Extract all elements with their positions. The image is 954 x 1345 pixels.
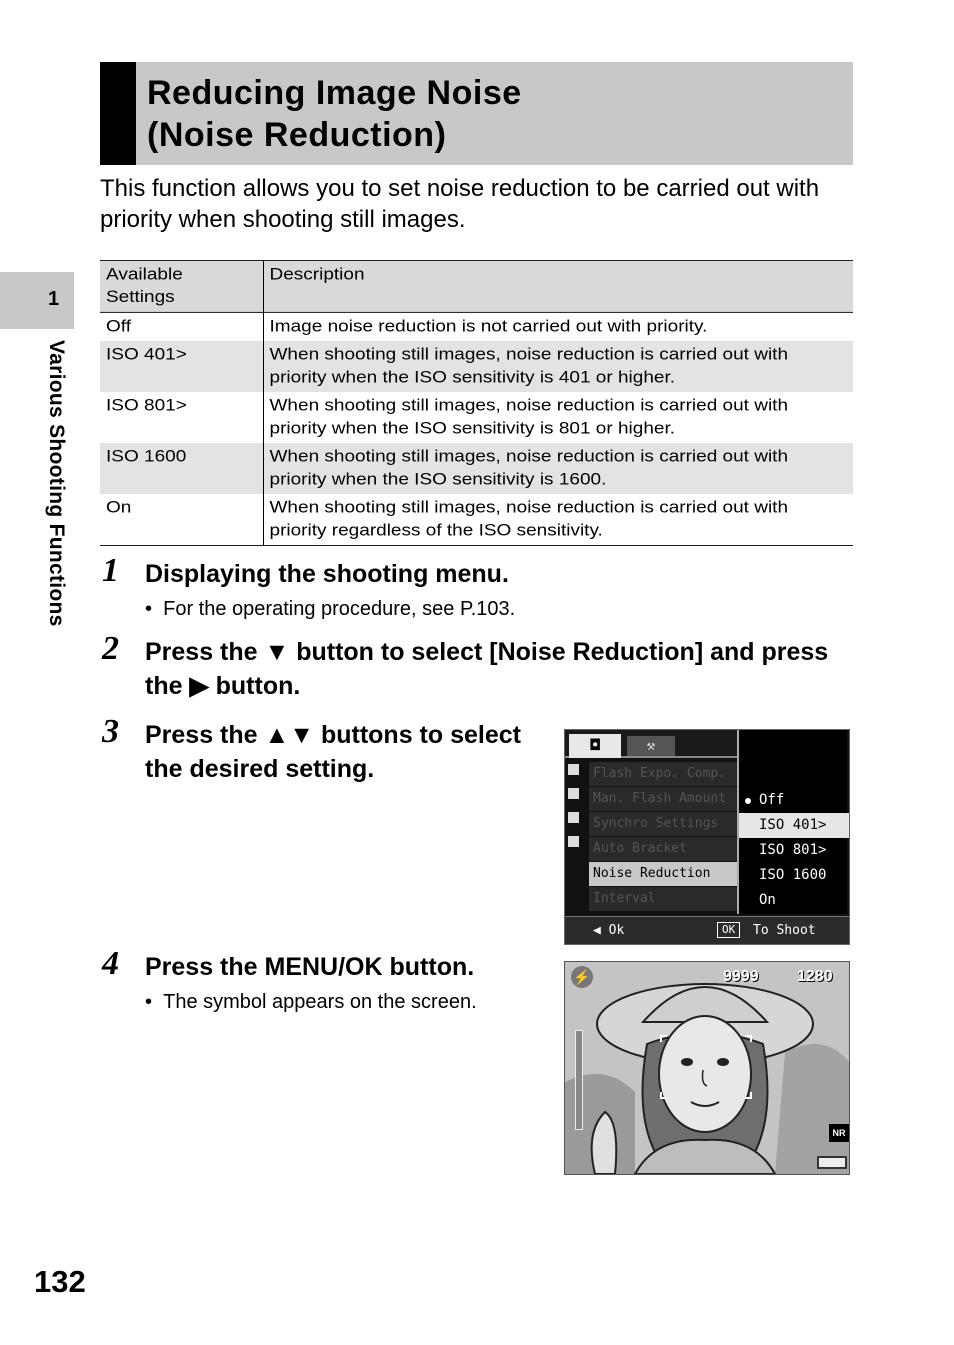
shoot-hint: To Shoot xyxy=(753,923,816,938)
page-number: 132 xyxy=(34,1264,86,1299)
step-2-text-b: button to select [Noise Reduction] and press the xyxy=(145,638,829,700)
menu-page-indicators xyxy=(568,764,580,860)
chapter-number: 1 xyxy=(48,288,60,310)
table-row xyxy=(100,392,853,443)
down-arrow-icon: ▼ xyxy=(264,638,290,666)
menu-item: Man. Flash Amount xyxy=(589,787,737,812)
menu-item-active: Noise Reduction xyxy=(589,862,737,887)
right-arrow-icon: ▶ xyxy=(189,672,209,700)
title-bar xyxy=(100,62,853,165)
page-title xyxy=(147,72,522,156)
submenu-option: On xyxy=(759,892,776,908)
step-1-bullet-text: For the operating procedure, see P.103. xyxy=(163,598,516,620)
screen-bottom-bar xyxy=(565,916,849,944)
step-4-bullet-text: The symbol appears on the screen. xyxy=(163,991,477,1013)
zoom-bar xyxy=(575,1030,583,1130)
table-row xyxy=(100,312,853,341)
portrait-illustration xyxy=(565,962,849,1174)
step-1-bullet: • For the operating procedure, see P.103. xyxy=(145,598,516,620)
camera-preview-screen xyxy=(564,961,850,1175)
table-header-row xyxy=(100,260,853,312)
step-number-4: 4 xyxy=(102,945,119,982)
description-cell: Image noise reduction is not carried out with priority. xyxy=(269,317,708,336)
submenu-option: ISO 801> xyxy=(759,842,827,858)
setting-cell: ISO 1600 xyxy=(100,443,263,494)
table-row xyxy=(100,443,853,494)
header-settings: Available Settings xyxy=(100,260,263,312)
setting-cell: ISO 401> xyxy=(100,341,263,392)
settings-table xyxy=(100,260,853,546)
description-cell: When shooting still images, noise reduction is carried out with priority regardless of the ISO sensitivity. xyxy=(263,494,853,545)
title-line-1: Reducing Image Noise xyxy=(147,74,522,112)
step-3-text-b: buttons to select the desired setting. xyxy=(145,721,521,783)
setting-cell: ISO 801> xyxy=(100,392,263,443)
menu-item: Auto Bracket xyxy=(589,837,737,862)
setup-icon: ⚒ xyxy=(627,736,675,756)
step-1-heading: Displaying the shooting menu. xyxy=(145,560,509,588)
description-cell: When shooting still images, noise reduction is carried out with priority when the ISO sensitivity is 1600. xyxy=(263,443,853,494)
up-down-arrow-icon: ▲▼ xyxy=(264,721,315,749)
setting-cell: On xyxy=(100,494,263,545)
camera-menu-screen xyxy=(564,729,850,945)
table-row xyxy=(100,494,853,545)
step-number-2: 2 xyxy=(102,630,119,667)
description-cell: When shooting still images, noise reduction is carried out with priority when the ISO sensitivity is 401 or higher. xyxy=(263,341,853,392)
chapter-tab xyxy=(0,272,74,329)
current-dot-icon xyxy=(745,798,751,804)
flash-off-icon: ⚡ xyxy=(571,966,593,988)
step-4-bullet: • The symbol appears on the screen. xyxy=(145,991,477,1013)
camera-icon: ◘ xyxy=(569,734,621,758)
description-cell: When shooting still images, noise reduction is carried out with priority when the ISO sensitivity is 801 or higher. xyxy=(269,396,789,438)
chapter-label: Various Shooting Functions xyxy=(45,340,68,627)
step-3-text-a: Press the xyxy=(145,721,265,749)
menu-item: Interval xyxy=(589,887,737,912)
step-4-heading: Press the MENU/OK button. xyxy=(145,953,475,981)
shots-remaining: 9999 xyxy=(723,968,759,985)
submenu-options xyxy=(737,730,847,914)
header-description: Description xyxy=(263,260,853,312)
ok-button-icon: OK xyxy=(717,922,740,938)
submenu-option: ISO 1600 xyxy=(759,867,827,883)
table-row xyxy=(100,341,853,392)
step-number-1: 1 xyxy=(102,552,119,589)
step-number-3: 3 xyxy=(102,713,119,750)
title-accent-block xyxy=(100,62,136,165)
image-size: 1280 xyxy=(797,968,833,985)
step-2-text-c: button. xyxy=(208,672,301,700)
battery-icon xyxy=(817,1156,847,1169)
intro-paragraph: This function allows you to set noise reduction to be carried out with priority when shooting still images. xyxy=(100,175,820,233)
menu-item: Synchro Settings xyxy=(589,812,737,837)
submenu-option-selected: ISO 401> xyxy=(739,813,849,838)
shooting-menu-list xyxy=(589,762,737,912)
step-2-text-a: Press the xyxy=(145,638,265,666)
back-hint: ◀ Ok xyxy=(593,923,625,938)
noise-reduction-icon: NR xyxy=(829,1124,849,1142)
menu-item: Flash Expo. Comp. xyxy=(589,762,737,787)
setting-cell: Off xyxy=(100,312,263,341)
title-line-2: (Noise Reduction) xyxy=(147,116,447,154)
step-2-heading xyxy=(145,635,835,703)
step-3-heading xyxy=(145,718,545,786)
submenu-option-off: Off xyxy=(739,788,849,813)
menu-tabs xyxy=(565,730,737,758)
